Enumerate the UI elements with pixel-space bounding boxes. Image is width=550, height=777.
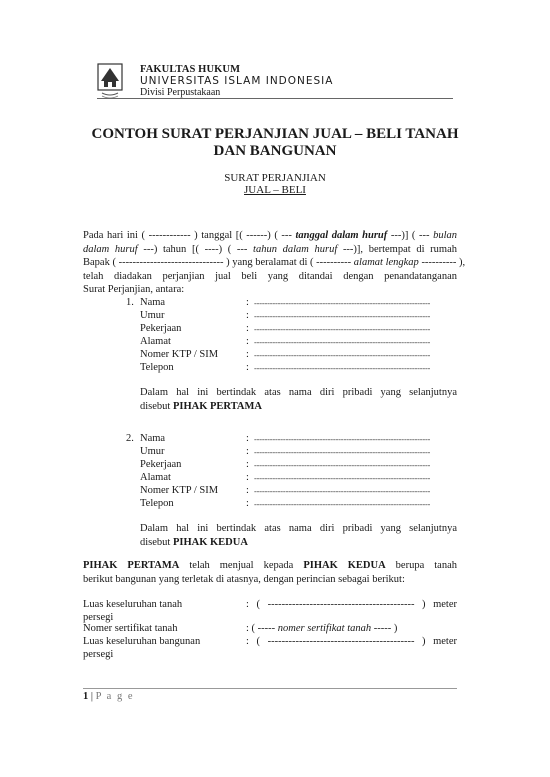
certificate-label: Nomer sertifikat tanah: [83, 623, 178, 634]
opening-text: ---)], bertempat di rumah: [337, 243, 457, 255]
address-placeholder: alamat lengkap: [353, 257, 419, 268]
field-label: Nama: [140, 297, 166, 308]
footer-divider: [83, 688, 457, 689]
field-colon: :: [246, 310, 249, 321]
header-divider: [97, 98, 453, 99]
field-colon: :: [246, 362, 249, 373]
division-name: Divisi Perpustakaan: [140, 87, 221, 98]
building-area-value: : ( ------------------------------------------ ) meter: [246, 636, 457, 647]
field-colon: :: [246, 485, 249, 496]
party-note: [140, 386, 457, 413]
field-colon: :: [246, 349, 249, 360]
field-label: Pekerjaan: [140, 459, 182, 470]
field-label: Umur: [140, 310, 165, 321]
field-colon: :: [246, 323, 249, 334]
party-note-text: Dalam hal ini bertindak atas nama diri pribadi yang selanjutnya: [140, 523, 457, 534]
field-colon: :: [246, 297, 249, 308]
field-label: Nama: [140, 433, 166, 444]
month-placeholder: bulan: [433, 230, 457, 241]
opening-text: Bapak ( ------------------------------ ) yang beralamat di ( ----------: [83, 257, 354, 268]
party-note-text: disebut: [140, 400, 173, 412]
land-area-unit-wrap: persegi: [83, 612, 114, 623]
field-colon: :: [246, 472, 249, 483]
blank-line: -------------------------------------------------------------------: [254, 324, 430, 334]
field-colon: :: [246, 446, 249, 457]
blank-line: -------------------------------------------------------------------: [254, 311, 430, 321]
blank-line: -------------------------------------------------------------------: [254, 350, 430, 360]
field-label: Nomer KTP / SIM: [140, 349, 219, 360]
university-name: UNIVERSITAS ISLAM INDONESIA: [140, 75, 334, 87]
field-colon: :: [246, 459, 249, 470]
field-label: Alamat: [140, 472, 171, 483]
sale-paragraph: [83, 559, 457, 587]
sale-text: telah menjual kepada: [179, 560, 304, 571]
party-note-text: disebut: [140, 536, 173, 548]
blank-line: -------------------------------------------------------------------: [254, 486, 430, 496]
blank-line: -------------------------------------------------------------------: [254, 298, 430, 308]
opening-text: ---) tahun [( ----) ( ---: [137, 243, 254, 255]
opening-text: telah diadakan perjanjian jual beli yang ditandai dengan penandatanganan: [83, 270, 457, 282]
field-label: Nomer KTP / SIM: [140, 485, 219, 496]
subtitle-line-1: SURAT PERJANJIAN: [224, 172, 326, 184]
field-colon: :: [246, 336, 249, 347]
party-role: PIHAK PERTAMA: [83, 560, 180, 571]
blank-line: -------------------------------------------------------------------: [254, 499, 430, 509]
blank-line: -------------------------------------------------------------------: [254, 447, 430, 457]
certificate-value: [246, 623, 397, 634]
document-title-line-2: DAN BANGUNAN: [213, 143, 337, 159]
page-word: P a g e: [95, 691, 135, 702]
blank-line: -------------------------------------------------------------------: [254, 363, 430, 373]
opening-text: ---------- ),: [418, 257, 466, 268]
subtitle-line-2: JUAL – BELI: [244, 184, 306, 196]
building-area-unit-wrap: persegi: [83, 649, 114, 660]
sale-text: berikut bangunan yang terletak di atasnya, dengan perincian sebagai berikut:: [83, 573, 405, 585]
building-area-label: Luas keseluruhan bangunan: [83, 636, 201, 647]
party-role: PIHAK KEDUA: [303, 560, 386, 571]
party-role: PIHAK KEDUA: [172, 536, 248, 548]
blank-line: -------------------------------------------------------------------: [254, 337, 430, 347]
opening-paragraph: [83, 229, 466, 299]
certificate-text: : ( -----: [246, 623, 278, 634]
year-placeholder: tahun dalam huruf: [253, 243, 338, 255]
party-number: 1.: [126, 297, 134, 308]
certificate-text: ----- ): [371, 623, 398, 634]
page-number: 1: [83, 691, 89, 702]
field-colon: :: [246, 498, 249, 509]
university-logo: [97, 63, 123, 100]
date-placeholder: tanggal dalam huruf: [295, 230, 388, 241]
field-colon: :: [246, 433, 249, 444]
field-label: Telepon: [140, 498, 174, 509]
party-note-text: Dalam hal ini bertindak atas nama diri pribadi yang selanjutnya: [140, 387, 457, 398]
field-label: Alamat: [140, 336, 171, 347]
field-label: Telepon: [140, 362, 174, 373]
party-role: PIHAK PERTAMA: [172, 400, 262, 412]
party-note: [140, 522, 457, 549]
land-area-label: Luas keseluruhan tanah: [83, 599, 183, 610]
field-label: Pekerjaan: [140, 323, 182, 334]
blank-line: -------------------------------------------------------------------: [254, 460, 430, 470]
opening-text: Pada hari ini ( ------------ ) tanggal [( ------) ( ---: [83, 230, 296, 241]
land-area-value: : ( ------------------------------------------ ) meter: [246, 599, 457, 610]
opening-text: Surat Perjanjian, antara:: [83, 284, 185, 295]
page-footer: [83, 691, 134, 702]
party-number: 2.: [126, 433, 134, 444]
blank-line: -------------------------------------------------------------------: [254, 434, 430, 444]
blank-line: -------------------------------------------------------------------: [254, 473, 430, 483]
document-title-line-1: CONTOH SURAT PERJANJIAN JUAL – BELI TANAH: [91, 126, 459, 142]
field-label: Umur: [140, 446, 165, 457]
footer-separator: |: [88, 691, 96, 702]
opening-text: ---)] ( ---: [387, 230, 434, 241]
month-placeholder: dalam huruf: [83, 243, 138, 255]
faculty-name: FAKULTAS HUKUM: [140, 64, 241, 75]
certificate-placeholder: nomer sertifikat tanah: [277, 623, 372, 634]
sale-text: berupa tanah: [385, 560, 457, 571]
